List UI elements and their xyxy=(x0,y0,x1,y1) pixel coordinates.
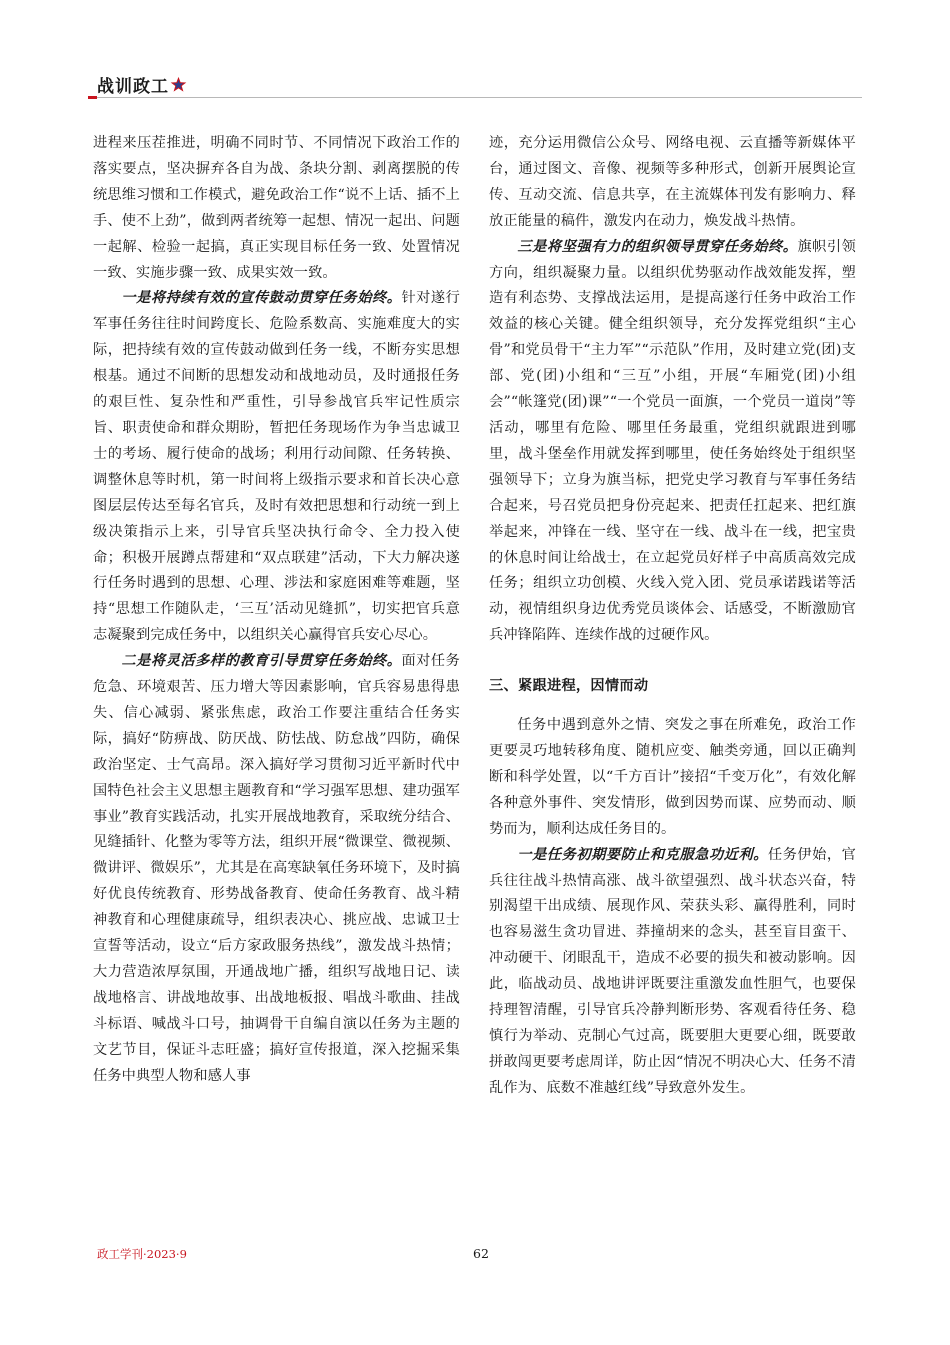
paragraph-body: 任务伊始，官兵往往战斗热情高涨、战斗欲望强烈、战斗状态兴奋，特别渴望干出成绩、展现作风、荣获头彩、赢得胜利，同时也容易滋生贪功冒进、莽撞胡来的念头，甚至盲目蛮干、冲动硬干、闭眼乱干，造成不必要的损失和被动影响。因此，临战动员、战地讲评既要注重激发血性胆气，也要保持理智清醒，引导官兵冷静判断形势、客观看待任务、稳慎行为举动、克制心气过高，既要胆大更要心细，既要敢拼敢闯更要考虑周详，防止因“情况不明决心大、任务不清乱作为、底数不准越红线”导致意外发生。 xyxy=(489,846,856,1096)
paragraph-lead: 二是将灵活多样的教育引导贯穿任务始终。 xyxy=(121,653,402,670)
running-header xyxy=(97,70,187,98)
paragraph xyxy=(489,235,856,650)
paragraph: 任务中遇到意外之情、突发之事在所难免，政治工作更要灵巧地转移角度、随机应变、触类旁通，回以正确判断和科学处置，以“千方百计”接招“千变万化”，有效化解各种意外事件、突发情形，做到因势而谋、应势而动、顺势而为，顺利达成任务目的。 xyxy=(489,717,856,837)
section-title: 战训政工 xyxy=(97,76,169,97)
paragraph: 迹，充分运用微信公众号、网络电视、云直播等新媒体平台，通过图文、音像、视频等多种形式，创新开展舆论宣传、互动交流、信息共享，在主流媒体刊发有影响力、释放正能量的稿件，激发内在动力，焕发战斗热情。 xyxy=(489,135,856,229)
journal-citation: 政工学刊·2023·9 xyxy=(97,1247,187,1261)
paragraph-body: 面对任务危急、环境艰苦、压力增大等因素影响，官兵容易患得患失、信心减弱、紧张焦虑，政治工作要注重结合任务实际，搞好“防痹战、防厌战、防怯战、防怠战”四防，确保政治坚定、士气高昂。深入搞好学习贯彻习近平新时代中国特色社会主义思想主题教育和“学习强军思想、建功强军事业”教育实践活动，扎实开展战地教育，采取统分结合、见缝插针、化整为零等方法，组织开展“微课堂、微视频、微讲评、微娱乐”，尤其是在高寒缺氧任务环境下，及时搞好优良传统教育、形势战备教育、使命任务教育、战斗精神教育和心理健康疏导，组织表决心、挑应战、忠诚卫士宣誓等活动，设立“后方家政服务热线”，激发战斗热情；大力营造浓厚氛围，开通战地广播，组织写战地日记、读战地格言、讲战地故事、出战地板报、唱战斗歌曲、挂战斗标语、喊战斗口号，抽调骨干自编自演以任务为主题的文艺节目，保证斗志旺盛；搞好宣传报道，深入挖掘采集任务中典型人物和感人事 xyxy=(93,653,460,1084)
right-column xyxy=(489,131,856,1102)
paragraph-lead: 三是将坚强有力的组织领导贯穿任务始终。 xyxy=(517,238,798,255)
paragraph-body: 旗帜引领方向，组织凝聚力量。以组织优势驱动作战效能发挥，塑造有利态势、支撑战法运用，是提高遂行任务中政治工作效益的核心关键。健全组织领导，充分发挥党组织“主心骨”和党员骨干“主力军”“示范队”作用，及时建立党(团)支部、党(团)小组和“三互”小组，开展“车厢党(团)小组会”“帐篷党(团)课”“一个党员一面旗，一个党员一道岗”等活动，哪里有危险、哪里任务最重，党组织就跟进到哪里，战斗堡垒作用就发挥到哪里，使任务始终处于组织坚强领导下；立身为旗当标，把党史学习教育与军事任务结合起来，号召党员把身份亮起来、把责任扛起来、把红旗举起来，冲锋在一线、坚守在一线、战斗在一线，把宝贵的休息时间让给战士，在立起党员好样子中高质高效完成任务；组织立功创模、火线入党入团、党员承诺践诺等活动，视情组织身边优秀党员谈体会、话感受，不断激励官兵冲锋陷阵、连续作战的过硬作风。 xyxy=(489,238,856,644)
left-column xyxy=(93,131,460,1090)
page-footer xyxy=(97,1246,853,1266)
paragraph xyxy=(489,843,856,1102)
paragraph: 进程来压茬推进，明确不同时节、不同情况下政治工作的落实要点，坚决摒弃各自为战、条块分割、剥离摆脱的传统思维习惯和工作模式，避免政治工作“说不上话、插不上手、使不上劲”，做到两者统筹一起想、情况一起出、问题一起解、检验一起搞，真正实现目标任务一致、处置情况一致、实施步骤一致、成果实效一致。 xyxy=(93,135,460,281)
paragraph xyxy=(93,649,460,1089)
header-accent-bar xyxy=(88,96,97,99)
star-icon xyxy=(170,76,187,93)
paragraph-body: 针对遂行军事任务往往时间跨度长、危险系数高、实施难度大的实际，把持续有效的宣传鼓动做到任务一线，不断夯实思想根基。通过不间断的思想发动和战地动员，及时通报任务的艰巨性、复杂性和严重性，引导参战官兵牢记性质宗旨、职责使命和群众期盼，暂把任务现场作为争当忠诚卫士的考场、履行使命的战场；利用行动间隙、任务转换、调整休息等时机，第一时间将上级指示要求和首长决心意图层层传达至每名官兵，及时有效把思想和行动统一到上级决策指示上来，引导官兵坚决执行命令、全力投入使命；积极开展蹲点帮建和“双点联建”活动，下大力解决遂行任务时遇到的思想、心理、涉法和家庭困难等难题，坚持“思想工作随队走，‘三互’活动见缝抓”，切实把官兵意志凝聚到完成任务中，以组织关心赢得官兵安心尽心。 xyxy=(93,290,460,644)
paragraph-lead: 一是任务初期要防止和克服急功近利。 xyxy=(517,846,768,863)
page-number: 62 xyxy=(473,1246,489,1261)
section-heading: 三、紧跟进程，因情而动 xyxy=(489,678,649,695)
paragraph-lead: 一是将持续有效的宣传鼓动贯穿任务始终。 xyxy=(121,290,402,307)
header-divider xyxy=(88,97,862,98)
paragraph xyxy=(93,286,460,649)
